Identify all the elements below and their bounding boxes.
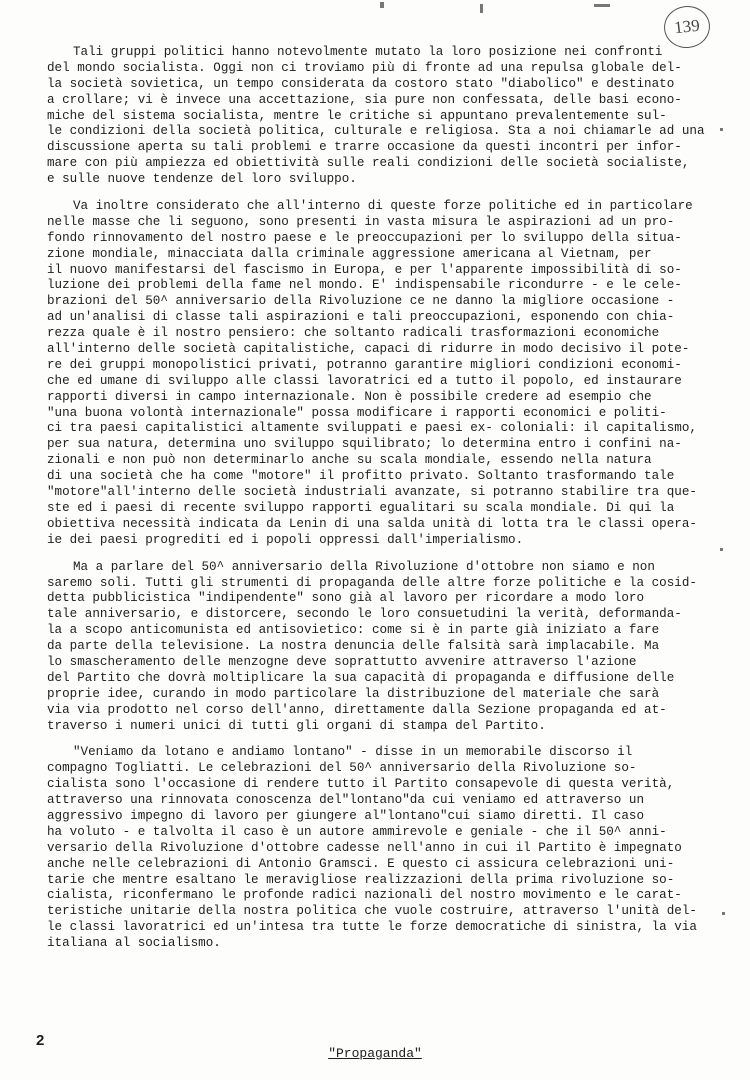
text-line: le classi lavoratrici ed un'intesa tra tutte le forze democratiche di sinistra, la via xyxy=(47,920,697,935)
text-line: "motore"all'interno delle società industriali avanzate, si potranno stabilire tra que- xyxy=(47,485,697,500)
text-line: cialista, riconfermano le profonde radici nazionali del nostro movimento e le carat- xyxy=(47,888,682,903)
text-line: traverso i numeri unici di tutti gli organi di stampa del Partito. xyxy=(47,718,546,733)
text-line: versario della Rivoluzione d'ottobre cadesse nell'anno in cui il Partito è impegnato xyxy=(47,840,682,855)
text-line: zionali e non può non determinarlo anche su scala mondiale, essendo nella natura xyxy=(47,453,652,468)
text-line: detta pubblicistica "indipendente" sono già al lavoro per ricordare a modo loro xyxy=(47,591,645,606)
text-line: obiettiva necessità indicata da Lenin di una salda unità di lotta tra le classi opera- xyxy=(47,516,697,531)
footer-title-text: "Propaganda" xyxy=(328,1046,422,1061)
text-line: da parte della televisione. La nostra denuncia delle falsità sarà implacabile. Ma xyxy=(47,639,660,654)
text-line: per sua natura, determina uno sviluppo squilibrato; lo determina entro i confini na- xyxy=(47,437,682,452)
scan-mark xyxy=(380,2,384,8)
text-line: a crollare; vi è invece una accettazione, sia pure non confessata, delle basi econo- xyxy=(47,92,682,107)
text-line: ie dei paesi progrediti ed i popoli oppressi dall'imperialismo. xyxy=(47,532,524,547)
text-line: compagno Togliatti. Le celebrazioni del 50^ anniversario della Rivoluzione so- xyxy=(47,761,637,776)
body-text xyxy=(47,45,717,963)
text-line: lo smascheramento delle menzogne deve soprattutto avvenire attraverso l'azione xyxy=(47,654,637,669)
paragraph xyxy=(47,745,717,952)
paragraph xyxy=(47,560,717,735)
text-line: "Veniamo da lotano e andiamo lontano" - disse in un memorabile discorso il xyxy=(73,745,633,760)
text-line: del Partito che dovrà moltiplicare la sua capacità di propaganda e diffusione delle xyxy=(47,670,675,685)
text-line: di una società che ha come "motore" il profitto privato. Soltanto trasformando tale xyxy=(47,469,675,484)
scan-mark xyxy=(480,4,483,13)
paragraph xyxy=(47,199,717,549)
text-line: rapporti diversi in campo internazionale. Non è possibile credere ad esempio che xyxy=(47,389,652,404)
text-line: Ma a parlare del 50^ anniversario della Rivoluzione d'ottobre non siamo e non xyxy=(73,559,655,574)
text-line: discussione aperta su tali problemi e trarre occasione da questi incontri per infor- xyxy=(47,140,682,155)
text-line: che ed umane di sviluppo alle classi lavoratrici ed a tutto il popolo, ed instaurare xyxy=(47,373,682,388)
text-line: il nuovo manifestarsi del fascismo in Europa, e per l'apparente impossibilità di so- xyxy=(47,262,682,277)
text-line: re dei gruppi monopolistici privati, potranno garantire migliori condizioni economi- xyxy=(47,357,682,372)
text-line: fondo rinnovamento del nostro paese e le preoccupazioni per lo sviluppo della situa- xyxy=(47,230,682,245)
stamp-number: 139 xyxy=(673,15,701,38)
text-line: teristiche unitarie della nostra politica che vuole costruire, attraverso l'unità del- xyxy=(47,904,697,919)
text-line: del mondo socialista. Oggi non ci troviamo più di fronte ad una repulsa globale del- xyxy=(47,60,682,75)
page-number: 2 xyxy=(36,1032,45,1049)
text-line: zione mondiale, minacciata dalla criminale aggressione americana al Vietnam, per xyxy=(47,246,652,261)
scan-mark xyxy=(722,912,725,915)
text-line: Va inoltre considerato che all'interno di queste forze politiche ed in particolare xyxy=(73,199,693,214)
text-line: ha voluto - e talvolta il caso è un autore ammirevole e geniale - che il 50^ anni- xyxy=(47,824,667,839)
text-line: Tali gruppi politici hanno notevolmente mutato la loro posizione nei confronti xyxy=(73,45,663,59)
text-line: brazioni del 50^ anniversario della Rivoluzione ce ne danno la migliore occasione - xyxy=(47,294,675,309)
text-line: e sulle nuove tendenze del loro sviluppo. xyxy=(47,172,357,187)
text-line: proprie idee, curando in modo particolare la distribuzione del materiale che sarà xyxy=(47,686,660,701)
text-line: tarie che mentre esaltano le meravigliose realizzazioni della prima rivoluzione so- xyxy=(47,872,675,887)
text-line: attraverso una rinnovata conoscenza del"lontano"da cui veniamo ed attraverso un xyxy=(47,793,645,808)
text-line: cialista sono l'occasione di rendere tutto il Partito consapevole di questa verità, xyxy=(47,777,675,792)
text-line: italiana al socialismo. xyxy=(47,936,221,951)
scan-mark xyxy=(594,4,610,7)
text-line: via via prodotto nel corso dell'anno, direttamente dalla Sezione propaganda ed at- xyxy=(47,702,667,717)
text-line: la società sovietica, un tempo considerata da costoro stato "diabolico" e destinato xyxy=(47,76,675,91)
text-line: aggressivo impegno di lavoro per giungere al"lontano"cui siamo diretti. Il caso xyxy=(47,808,645,823)
text-line: rezza quale è il nostro pensiero: che soltanto radicali trasformazioni economiche xyxy=(47,326,660,341)
text-line: mare con più ampiezza ed obiettività sulle reali condizioni delle società socialiste, xyxy=(47,156,690,171)
text-line: nelle masse che li seguono, sono presenti in vasta misura le aspirazioni ad un pro- xyxy=(47,214,675,229)
paragraph xyxy=(47,45,717,188)
scan-mark xyxy=(720,128,723,131)
footer-title xyxy=(0,1046,750,1061)
text-line: la a scopo anticomunista ed antisovietico: come si è in parte già iniziato a fare xyxy=(47,623,660,638)
scan-mark xyxy=(720,548,723,551)
text-line: luzione dei problemi della fame nel mondo. E' indispensabile ricondurre - e le cele- xyxy=(47,278,682,293)
text-line: all'interno delle società capitalistiche, capaci di ridurre in modo decisivo il pote- xyxy=(47,342,690,357)
text-line: miche del sistema socialista, mentre le critiche si appuntano prevalentemente sul- xyxy=(47,108,667,123)
text-line: ad un'analisi di classe tali aspirazioni e tali preoccupazioni, esponendo con chia- xyxy=(47,310,675,325)
archive-stamp xyxy=(662,4,712,51)
text-line: tale anniversario, e distorcere, secondo le loro consuetudini la verità, deformanda- xyxy=(47,607,682,622)
text-line: le condizioni della società politica, culturale e religiosa. Sta a noi chiamarle ad una xyxy=(47,124,705,139)
text-line: ci tra paesi capitalistici altamente sviluppati e paesi ex- coloniali: il capitalismo, xyxy=(47,421,697,436)
text-line: saremo soli. Tutti gli strumenti di propaganda delle altre forze politiche e la cosid- xyxy=(47,575,697,590)
text-line: "una buona volontà internazionale" possa modificare i rapporti economici e politi- xyxy=(47,405,667,420)
text-line: ste ed i paesi di recente sviluppo rapporti egualitari su scala mondiale. Di qui la xyxy=(47,500,675,515)
text-line: anche nelle celebrazioni di Antonio Gramsci. E questo ci assicura celebrazioni uni- xyxy=(47,856,675,871)
